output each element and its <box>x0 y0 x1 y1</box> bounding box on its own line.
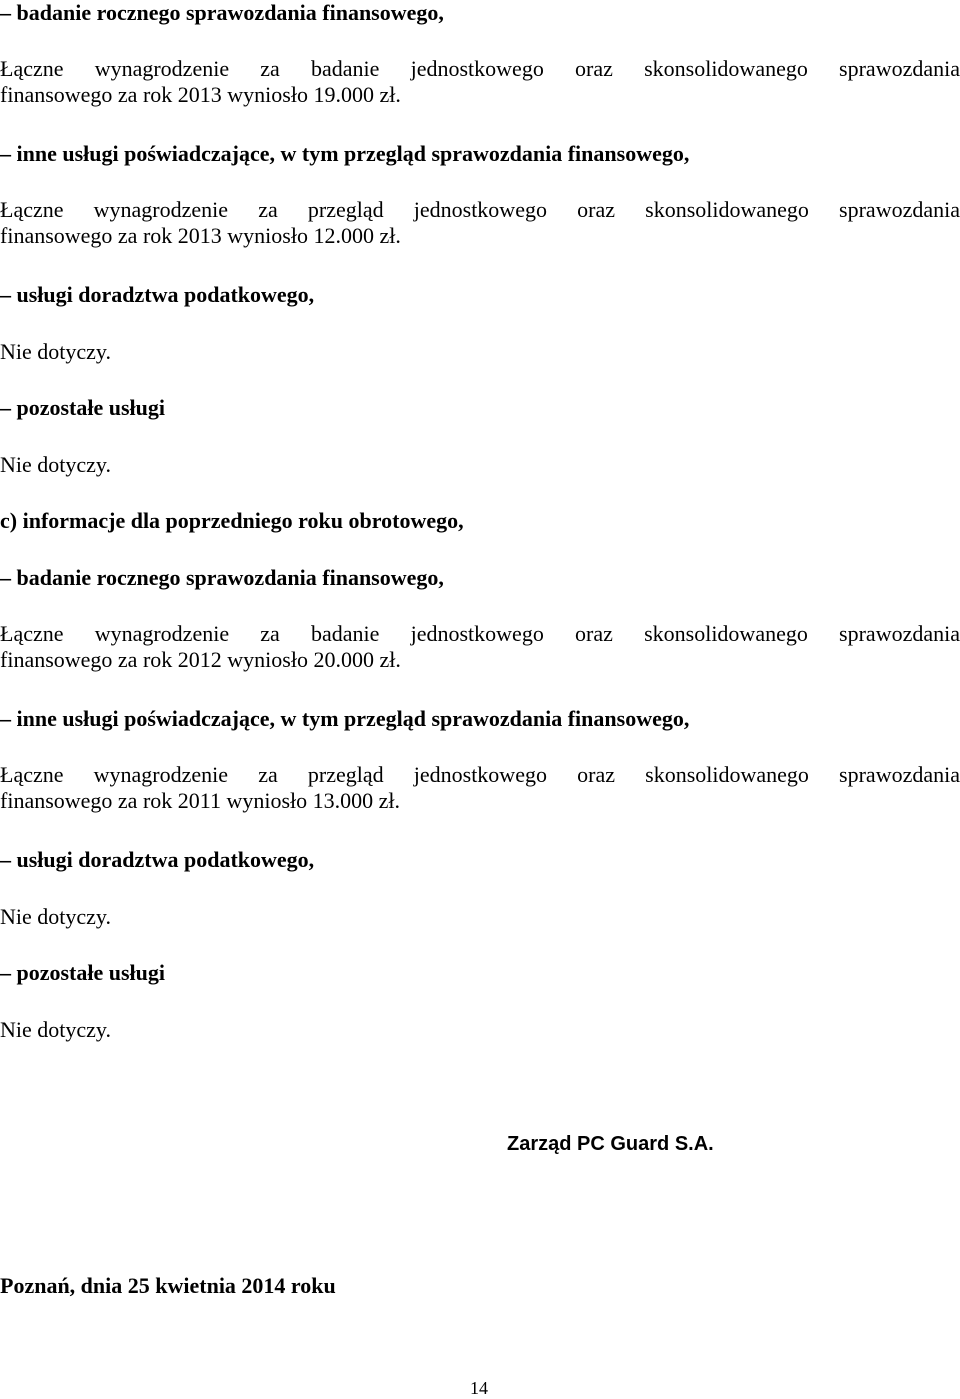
tax-heading-2013: – usługi doradztwa podatkowego, <box>0 282 315 307</box>
audit-text-prev-line1: Łączne wynagrodzenie za badanie jednostkowego oraz skonsolidowanego sprawozdania <box>0 621 960 646</box>
audit-heading-2013: – badanie rocznego sprawozdania finansowego, <box>0 0 444 25</box>
other-text-prev: Nie dotyczy. <box>0 1017 111 1042</box>
audit-text-2013-line1: Łączne wynagrodzenie za badanie jednostkowego oraz skonsolidowanego sprawozdania <box>0 56 960 81</box>
audit-text-prev <box>0 621 960 673</box>
page-number: 14 <box>470 1378 488 1398</box>
assurance-text-2013-line1: Łączne wynagrodzenie za przegląd jednostkowego oraz skonsolidowanego sprawozdania <box>0 197 960 222</box>
other-heading-prev: – pozostałe usługi <box>0 960 166 985</box>
audit-heading-prev: – badanie rocznego sprawozdania finansowego, <box>0 565 444 590</box>
tax-text-2013: Nie dotyczy. <box>0 339 111 364</box>
place-date: Poznań, dnia 25 kwietnia 2014 roku <box>0 1273 336 1298</box>
assurance-text-prev <box>0 762 960 814</box>
other-heading-2013: – pozostałe usługi <box>0 395 166 420</box>
audit-text-2013 <box>0 56 960 108</box>
assurance-text-2013 <box>0 197 960 249</box>
assurance-heading-prev: – inne usługi poświadczające, w tym przegląd sprawozdania finansowego, <box>0 706 690 731</box>
audit-text-2013-line2: finansowego za rok 2013 wyniosło 19.000 zł. <box>0 82 401 107</box>
other-text-2013: Nie dotyczy. <box>0 452 111 477</box>
assurance-text-2013-line2: finansowego za rok 2013 wyniosło 12.000 zł. <box>0 223 401 248</box>
tax-heading-prev: – usługi doradztwa podatkowego, <box>0 847 315 872</box>
assurance-text-prev-line1: Łączne wynagrodzenie za przegląd jednostkowego oraz skonsolidowanego sprawozdania <box>0 762 960 787</box>
signature-board: Zarząd PC Guard S.A. <box>507 1133 714 1155</box>
assurance-heading-2013: – inne usługi poświadczające, w tym przegląd sprawozdania finansowego, <box>0 141 690 166</box>
previous-year-section-heading: c) informacje dla poprzedniego roku obrotowego, <box>0 508 464 533</box>
assurance-text-prev-line2: finansowego za rok 2011 wyniosło 13.000 zł. <box>0 788 401 813</box>
tax-text-prev: Nie dotyczy. <box>0 904 111 929</box>
audit-text-prev-line2: finansowego za rok 2012 wyniosło 20.000 zł. <box>0 647 401 672</box>
